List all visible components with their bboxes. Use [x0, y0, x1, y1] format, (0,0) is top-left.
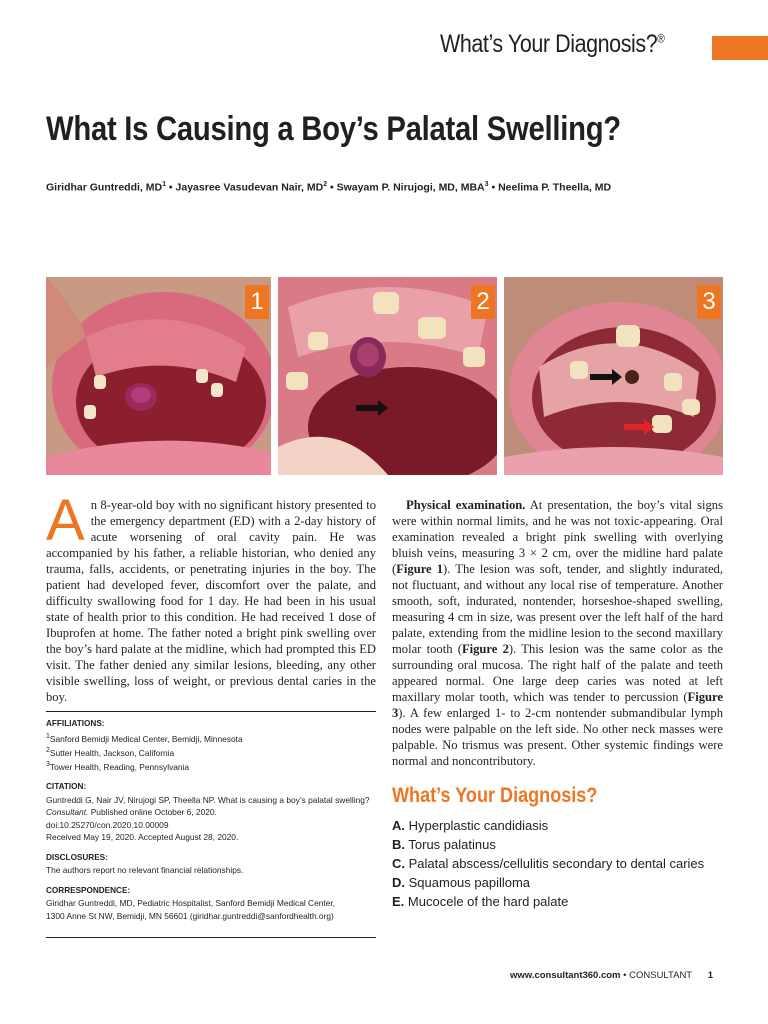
series-title — [440, 30, 664, 59]
affiliation-sup: 2 — [46, 746, 50, 754]
citation-label: CITATION: — [46, 782, 87, 792]
citation-part: Guntreddi G, Nair JV, Nirujogi SP, Theella NP. What is causing a boy’s palatal swelling? — [46, 794, 370, 805]
drop-cap: A — [46, 488, 85, 553]
figure-number-badge: 2 — [471, 285, 495, 319]
exam-paragraph — [392, 497, 723, 769]
author-name: Jayasree Vasudevan Nair, MD — [175, 181, 324, 194]
diagnosis-option — [392, 873, 704, 892]
footer-separator: • — [623, 970, 627, 981]
option-letter: B. — [392, 837, 405, 852]
intro-text: n 8-year-old boy with no significant history presented to the emergency department (ED) with a 2-day history of acute worsening of oral cavity pain. He was accompanied by his father, a reliable historian, who denied any trauma, falls, accidents, or penetrating injuries in the boy. The patient had developed fever, discomfort over the palate, and difficulty swallowing food for 1 day. He had been in his usual state of health prior to this condition. He had received 1 dose of Ibuprofen at home. The father noted a bright pink swelling over the boy’s hard palate at the midline, which had prompted this ED visit. The father denied any similar lesions, bleeding, any other visible swelling, loss of weight, or previous dental caries in the boy. — [46, 498, 376, 704]
figure-3-ref: Figure 3 — [392, 690, 723, 720]
correspondence-line: 1300 Anne St NW, Bemidji, MN 56601 (giridhar.guntreddi@sanfordhealth.org) — [46, 910, 334, 921]
header-accent-bar — [712, 36, 768, 60]
author-separator: • — [168, 181, 173, 194]
author-name: Giridhar Guntreddi, MD — [46, 181, 163, 194]
divider — [46, 711, 376, 712]
affiliation-sup: 3 — [46, 761, 50, 769]
figure-2 — [278, 277, 497, 475]
figure-1-ref: Figure 1 — [396, 562, 444, 576]
affiliation-line — [46, 745, 381, 759]
page-footer — [510, 970, 713, 981]
author-list — [46, 181, 611, 194]
diagnosis-option — [392, 892, 704, 911]
affiliation-text: Tower Health, Reading, Pennsylvania — [49, 761, 190, 772]
citation-journal: Consultant. — [46, 807, 89, 818]
intro-paragraph — [46, 488, 376, 705]
series-title-text: What’s Your Diagnosis? — [440, 30, 658, 58]
option-text: Torus palatinus — [408, 837, 496, 852]
affiliation-text: Sutter Health, Jackson, California — [49, 747, 175, 758]
diagnosis-option — [392, 816, 704, 835]
author-sup: 1 — [162, 181, 166, 188]
author-separator: • — [491, 181, 496, 194]
exam-text: At presentation, the boy’s vital signs were within normal limits, and he was not toxic-appearing. Oral examination revealed a bright pink swelling with overlying bluish veins, measuring 3 × 2 cm, over the midline hard palate ( — [392, 498, 723, 576]
diagnosis-option — [392, 835, 704, 854]
affiliation-line — [46, 759, 381, 773]
figure-1-image — [46, 277, 271, 475]
option-text: Palatal abscess/cellulitis secondary to dental caries — [408, 856, 705, 871]
disclosures-text: The authors report no relevant financial relationships. — [46, 865, 244, 876]
exam-text: ). A few enlarged 1- to 2-cm nontender submandibular lymph nodes were palpable on the left side. No other neck masses were palpable. No trismus was present. Other systemic findings were normal and noncontributory. — [392, 706, 723, 768]
affiliation-line — [46, 731, 381, 745]
correspondence-line: Giridhar Guntreddi, MD, Pediatric Hospitalist, Sanford Bemidji Medical Center, — [46, 898, 336, 909]
option-letter: A. — [392, 818, 405, 833]
diagnosis-heading: What’s Your Diagnosis? — [392, 784, 598, 807]
citation-part: Published online October 6, 2020. — [88, 807, 217, 818]
registered-mark: ® — [657, 31, 665, 46]
figure-number-badge: 3 — [697, 285, 721, 319]
figure-2-image — [278, 277, 497, 475]
disclosures-label: DISCLOSURES: — [46, 852, 108, 862]
exam-text: ). The lesion was soft, tender, and slightly indurated, not fluctuant, and without any local rise of temperature. Another smooth, soft, indurated, nontender, horseshoe-shaped swelling, measuring 4 cm in size, was present over the left half of the hard palate, extending from the midline lesion to the second maxillary molar tooth ( — [392, 562, 723, 656]
option-letter: C. — [392, 856, 405, 871]
page-number: 1 — [707, 970, 714, 981]
option-text: Mucocele of the hard palate — [407, 894, 569, 909]
affiliation-sup: 1 — [46, 732, 50, 740]
diagnosis-option — [392, 854, 704, 873]
figure-2-ref: Figure 2 — [461, 642, 509, 656]
exam-text: ). This lesion was the same color as the surrounding oral mucosa. The right half of the palate and teeth appeared normal. One large deep caries was noted at left maxillary molar tooth, which was tender to percussion ( — [392, 642, 724, 704]
author-name: Neelima P. Theella, MD — [498, 181, 612, 194]
author-separator: • — [330, 181, 334, 194]
figure-3 — [504, 277, 723, 475]
author-name: Swayam P. Nirujogi, MD, MBA — [336, 181, 485, 194]
exam-heading: Physical examination. — [406, 498, 526, 512]
citation-text — [46, 794, 381, 819]
option-text: Hyperplastic candidiasis — [408, 818, 549, 833]
divider — [46, 937, 376, 938]
figure-3-image — [504, 277, 723, 475]
footer-journal: CONSULTANT — [629, 970, 692, 981]
article-title: What Is Causing a Boy’s Palatal Swelling? — [46, 110, 621, 148]
option-text: Squamous papilloma — [408, 875, 531, 890]
citation-dates: Received May 19, 2020. Accepted August 28, 2020. — [46, 832, 239, 843]
affiliations-label: AFFILIATIONS: — [46, 719, 105, 728]
figure-1 — [46, 277, 271, 475]
footer-url[interactable]: www.consultant360.com — [510, 970, 621, 981]
author-sup: 3 — [484, 181, 489, 188]
option-letter: D. — [392, 875, 405, 890]
figure-number-badge: 1 — [245, 285, 269, 319]
citation-doi: doi:10.25270/con.2020.10.00009 — [46, 819, 169, 830]
option-letter: E. — [392, 894, 405, 909]
affiliation-text: Sanford Bemidji Medical Center, Bemidji, Minnesota — [49, 733, 243, 744]
author-sup: 2 — [323, 181, 328, 188]
diagnosis-options — [392, 816, 704, 911]
article-info — [46, 718, 381, 922]
correspondence-label: CORRESPONDENCE: — [46, 885, 131, 895]
